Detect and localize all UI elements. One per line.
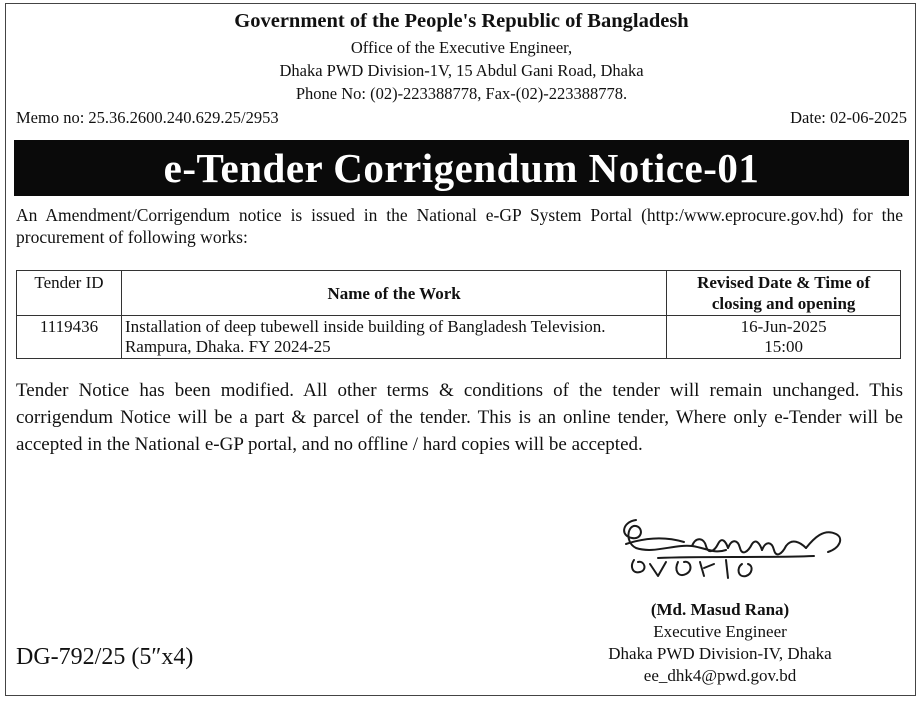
publication-reference: DG-792/25 (5″x4) [16,644,194,670]
signer-email: ee_dhk4@pwd.gov.bd [643,666,797,685]
work-name-cell: Installation of deep tubewell inside building of Bangladesh Television. Rampura, Dhaka. FY 2024-25 [121,316,666,359]
memo-number: Memo no: 25.36.2600.240.629.25/2953 [16,108,279,127]
office-line: Office of the Executive Engineer, [350,38,573,57]
revised-datetime-cell [667,316,901,359]
header-work-name: Name of the Work [121,271,666,316]
intro-paragraph: An Amendment/Corrigendum notice is issued in the National e-GP System Portal (http:/www.eprocure.gov.hd) for the procurement of following works: [16,205,903,247]
table-header-row [17,271,901,316]
signer-name: (Md. Masud Rana) [650,600,790,619]
notice-body: Tender Notice has been modified. All other terms & conditions of the tender will remain unchanged. This corrigendum Notice will be a part & parcel of the tender. This is an online tender, Where only e-Tender will be accepted in the National e-GP portal, and no offline / hard copies will be accepted. [16,380,903,455]
signer-office: Dhaka PWD Division-IV, Dhaka [608,644,832,663]
revised-time: 15:00 [764,337,803,356]
phone-line: Phone No: (02)-223388778, Fax-(02)-223388778. [295,84,628,103]
tender-id-cell: 1119436 [17,316,122,359]
notice-title-banner: e-Tender Corrigendum Notice-01 [14,140,909,196]
address-line: Dhaka PWD Division-1V, 15 Abdul Gani Road, Dhaka [279,61,644,80]
signer-title: Executive Engineer [653,622,787,641]
signature-image [614,508,854,598]
header-revised-date: Revised Date & Time of closing and opening [667,271,901,316]
government-heading: Government of the People's Republic of Bangladesh [234,10,689,32]
notice-date: Date: 02-06-2025 [790,108,907,127]
header-tender-id: Tender ID [17,271,122,316]
tender-table [16,270,901,359]
table-row [17,316,901,359]
revised-date: 16-Jun-2025 [740,317,827,336]
